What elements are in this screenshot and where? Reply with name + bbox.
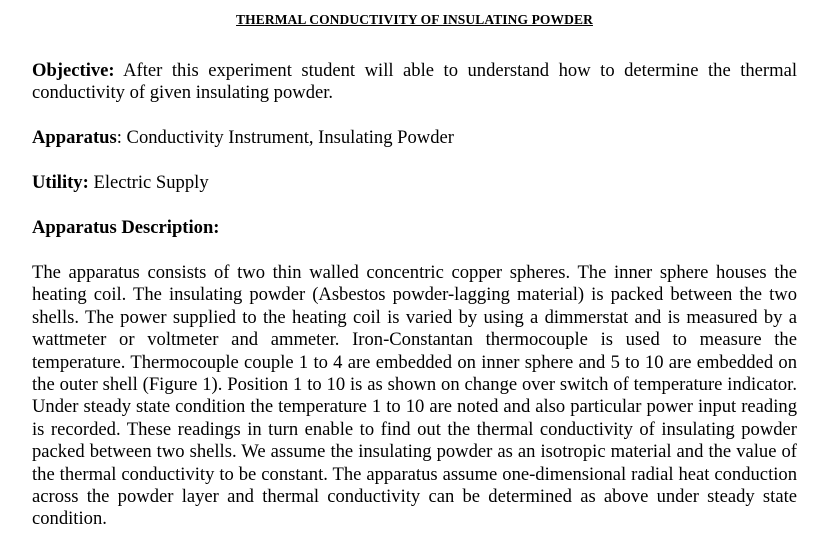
objective-label: Objective: bbox=[32, 60, 115, 81]
apparatus-description-heading: Apparatus Description: bbox=[32, 217, 220, 238]
utility-section bbox=[32, 172, 797, 194]
objective-text: After this experiment student will able to understand how to determine the thermal conductivity of given insulating powder. bbox=[32, 60, 797, 103]
apparatus-section bbox=[32, 127, 797, 149]
objective-section bbox=[32, 60, 797, 104]
apparatus-description-text: The apparatus consists of two thin walled concentric copper spheres. The inner sphere houses the heating coil. The insulating powder (Asbestos powder-lagging material) is packed between the two shells. The power supplied to the heating coil is varied by using a dimmerstat and is measured by a wattmeter or voltmeter and ammeter. Iron-Constantan thermocouple is used to measure the temperature. Thermocouple couple 1 to 4 are embedded on inner sphere and 5 to 10 are embedded on the outer shell (Figure 1). Position 1 to 10 is as shown on change over switch of temperature indicator. Under steady state condition the temperature 1 to 10 are noted and also particular power input reading is recorded. These readings in turn enable to find out the thermal conductivity of insulating powder packed between two shells. We assume the insulating powder as an isotropic material and the value of the thermal conductivity to be constant. The apparatus assume one-dimensional radial heat conduction across the powder layer and thermal conductivity can be determined as above under steady state condition. bbox=[32, 262, 797, 530]
apparatus-text: : Conductivity Instrument, Insulating Powder bbox=[116, 127, 454, 148]
utility-text: Electric Supply bbox=[93, 172, 209, 193]
document-title: THERMAL CONDUCTIVITY OF INSULATING POWDER bbox=[236, 12, 593, 27]
utility-label: Utility: bbox=[32, 172, 89, 193]
apparatus-label: Apparatus bbox=[32, 127, 117, 148]
